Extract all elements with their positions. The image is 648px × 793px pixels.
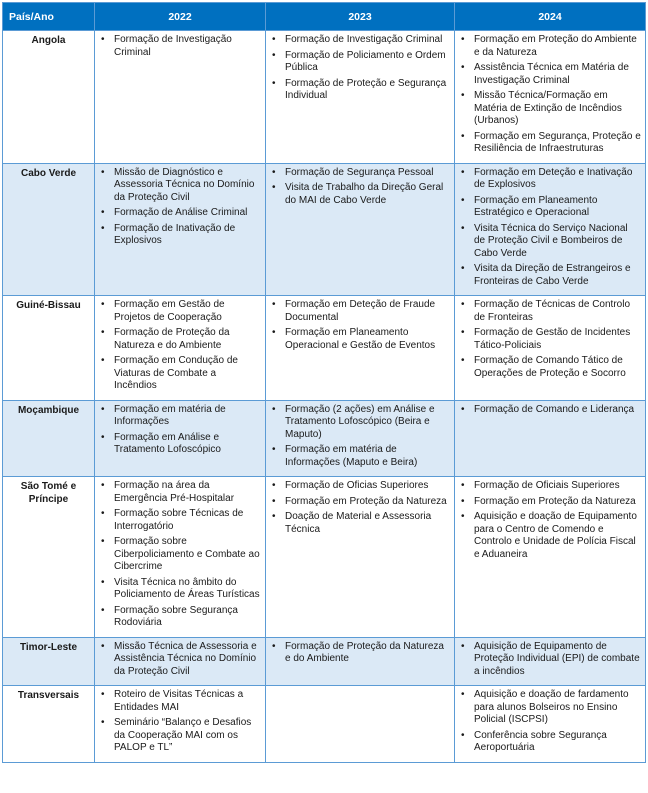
country-cell: Angola (3, 31, 95, 164)
list-item: • Formação sobre Técnicas de Interrogatório (97, 508, 261, 533)
list-item: • Formação em Segurança, Proteção e Resiliência de Infraestruturas (457, 131, 641, 156)
cooperation-table-container (2, 2, 645, 763)
table-row (3, 31, 646, 164)
list-item: • Aquisição de Equipamento de Proteção Individual (EPI) de combate a incêndios (457, 641, 641, 679)
list-item: • Formação em Condução de Viaturas de Combate a Incêndios (97, 355, 261, 393)
activity-list (97, 34, 261, 59)
cell-2024 (455, 163, 646, 296)
list-item: • Formação de Análise Criminal (97, 207, 261, 220)
table-row (3, 400, 646, 477)
cell-2022 (95, 296, 266, 401)
activity-list (97, 641, 261, 679)
list-item: • Formação de Proteção da Natureza e do Ambiente (97, 327, 261, 352)
activity-list (97, 689, 261, 755)
list-item: • Visita de Trabalho da Direção Geral do MAI de Cabo Verde (268, 182, 450, 207)
header-2023: 2023 (266, 3, 455, 31)
activity-list (97, 404, 261, 457)
cell-2024 (455, 637, 646, 686)
activity-list (457, 299, 641, 380)
activity-list (457, 404, 641, 417)
cell-2023 (266, 163, 455, 296)
cell-2024 (455, 31, 646, 164)
list-item: • Formação sobre Ciberpoliciamento e Combate ao Cibercrime (97, 536, 261, 574)
list-item: • Formação de Inativação de Explosivos (97, 223, 261, 248)
list-item: • Formação de Segurança Pessoal (268, 167, 450, 180)
list-item: • Formação em Proteção da Natureza (268, 496, 450, 509)
cell-2022 (95, 477, 266, 638)
activity-list (268, 404, 450, 470)
activity-list (268, 34, 450, 103)
cell-2023 (266, 686, 455, 763)
country-cell: Transversais (3, 686, 95, 763)
list-item: • Formação em Planeamento Estratégico e Operacional (457, 195, 641, 220)
list-item: • Visita da Direção de Estrangeiros e Fronteiras de Cabo Verde (457, 263, 641, 288)
list-item: • Formação de Proteção e Segurança Individual (268, 78, 450, 103)
table-row (3, 477, 646, 638)
list-item: • Formação em Proteção do Ambiente e da Natureza (457, 34, 641, 59)
cell-2022 (95, 163, 266, 296)
cell-2024 (455, 296, 646, 401)
country-cell: Cabo Verde (3, 163, 95, 296)
list-item: • Formação em Deteção e Inativação de Explosivos (457, 167, 641, 192)
list-item: • Doação de Material e Assessoria Técnica (268, 511, 450, 536)
list-item: • Formação de Proteção da Natureza e do Ambiente (268, 641, 450, 666)
list-item: • Conferência sobre Segurança Aeroportuária (457, 730, 641, 755)
list-item: • Formação de Oficiais Superiores (457, 480, 641, 493)
cell-2022 (95, 686, 266, 763)
activity-list (457, 34, 641, 156)
list-item: • Formação em Deteção de Fraude Documental (268, 299, 450, 324)
cooperation-table (2, 2, 646, 763)
list-item: • Formação em Gestão de Projetos de Cooperação (97, 299, 261, 324)
list-item: • Assistência Técnica em Matéria de Investigação Criminal (457, 62, 641, 87)
activity-list (97, 167, 261, 248)
cell-2023 (266, 31, 455, 164)
activity-list (268, 641, 450, 666)
list-item: • Roteiro de Visitas Técnicas a Entidades MAI (97, 689, 261, 714)
list-item: • Formação em Análise e Tratamento Lofoscópico (97, 432, 261, 457)
list-item: • Formação em Proteção da Natureza (457, 496, 641, 509)
list-item: • Formação sobre Segurança Rodoviária (97, 605, 261, 630)
table-row (3, 686, 646, 763)
list-item: • Formação de Investigação Criminal (97, 34, 261, 59)
country-cell: Timor-Leste (3, 637, 95, 686)
list-item: • Visita Técnica do Serviço Nacional de Proteção Civil e Bombeiros de Cabo Verde (457, 223, 641, 261)
cell-2022 (95, 31, 266, 164)
activity-list (97, 299, 261, 393)
list-item: • Missão Técnica de Assessoria e Assistência Técnica no Domínio da Proteção Civil (97, 641, 261, 679)
table-row (3, 637, 646, 686)
list-item: • Formação em matéria de Informações (Maputo e Beira) (268, 444, 450, 469)
activity-list (457, 167, 641, 289)
activity-list (457, 480, 641, 561)
activity-list (268, 299, 450, 352)
list-item: • Missão de Diagnóstico e Assessoria Técnica no Domínio da Proteção Civil (97, 167, 261, 205)
cell-2023 (266, 296, 455, 401)
list-item: • Formação de Investigação Criminal (268, 34, 450, 47)
table-row (3, 296, 646, 401)
header-2022: 2022 (95, 3, 266, 31)
cell-2024 (455, 477, 646, 638)
activity-list (457, 641, 641, 679)
activity-list (97, 480, 261, 630)
cell-2023 (266, 400, 455, 477)
cell-2023 (266, 637, 455, 686)
list-item: • Formação de Oficias Superiores (268, 480, 450, 493)
list-item: • Aquisição e doação de fardamento para alunos Bolseiros no Ensino Policial (ISCPSI) (457, 689, 641, 727)
activity-list (268, 167, 450, 208)
activity-list (457, 689, 641, 755)
header-2024: 2024 (455, 3, 646, 31)
list-item: • Formação de Policiamento e Ordem Pública (268, 50, 450, 75)
list-item: • Formação em matéria de Informações (97, 404, 261, 429)
country-cell: Guiné-Bissau (3, 296, 95, 401)
table-row (3, 163, 646, 296)
cell-2022 (95, 637, 266, 686)
cell-2023 (266, 477, 455, 638)
list-item: • Formação (2 ações) em Análise e Tratamento Lofoscópico (Beira e Maputo) (268, 404, 450, 442)
country-cell: São Tomé e Príncipe (3, 477, 95, 638)
list-item: • Visita Técnica no âmbito do Policiamento de Áreas Turísticas (97, 577, 261, 602)
list-item: • Formação em Planeamento Operacional e Gestão de Eventos (268, 327, 450, 352)
list-item: • Formação de Comando e Liderança (457, 404, 641, 417)
list-item: • Missão Técnica/Formação em Matéria de Extinção de Incêndios (Urbanos) (457, 90, 641, 128)
table-body (3, 31, 646, 763)
list-item: • Formação de Gestão de Incidentes Tático-Policiais (457, 327, 641, 352)
country-cell: Moçambique (3, 400, 95, 477)
list-item: • Formação na área da Emergência Pré-Hospitalar (97, 480, 261, 505)
activity-list (268, 480, 450, 536)
cell-2022 (95, 400, 266, 477)
list-item: • Formação de Técnicas de Controlo de Fronteiras (457, 299, 641, 324)
header-row (3, 3, 646, 31)
cell-2024 (455, 400, 646, 477)
list-item: • Seminário “Balanço e Desafios da Cooperação MAI com os PALOP e TL” (97, 717, 261, 755)
cell-2024 (455, 686, 646, 763)
list-item: • Aquisição e doação de Equipamento para o Centro de Comendo e Controlo e Unidade de Polícia Fiscal e Aduaneira (457, 511, 641, 561)
list-item: • Formação de Comando Tático de Operações de Proteção e Socorro (457, 355, 641, 380)
header-country-year: País/Ano (3, 3, 95, 31)
